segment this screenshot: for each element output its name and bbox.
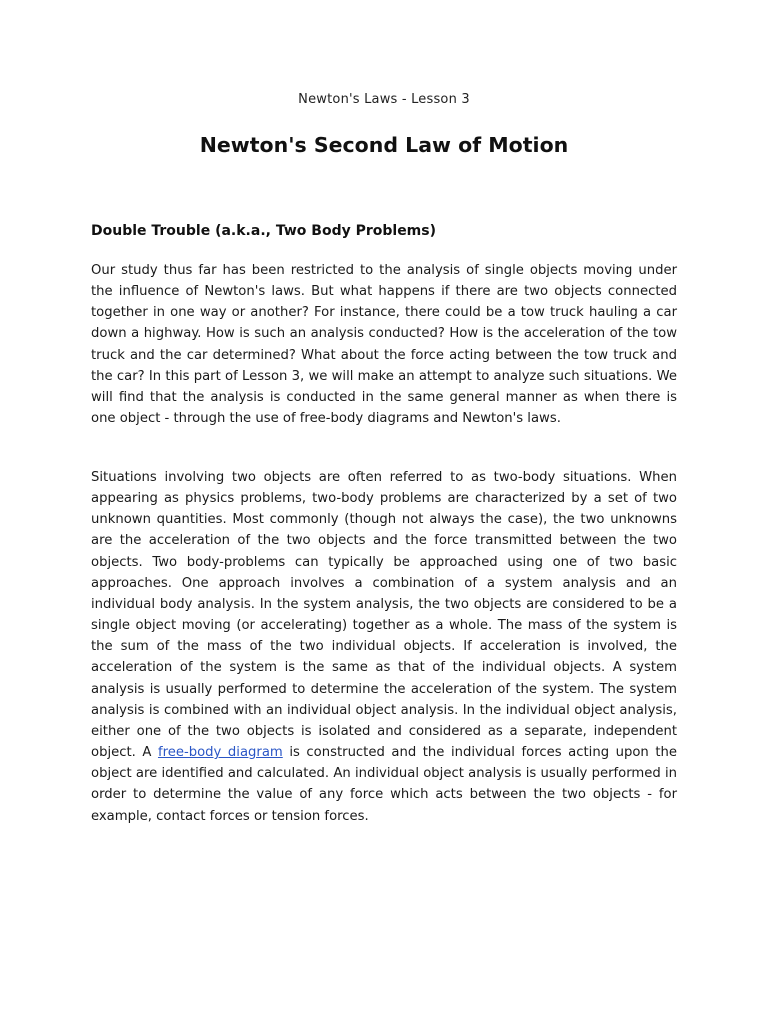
lesson-label: Newton's Laws - Lesson 3 bbox=[298, 92, 470, 107]
page-title: Newton's Second Law of Motion bbox=[199, 133, 569, 157]
section-heading: Double Trouble (a.k.a., Two Body Problems) bbox=[91, 223, 437, 239]
paragraph-two-body bbox=[91, 467, 677, 827]
paragraph-intro: Our study thus far has been restricted to the analysis of single objects moving under the influence of Newton's laws. But what happens if there are two objects connected together in one way or another? For instance, there could be a tow truck hauling a car down a highway. How is such an analysis conducted? How is the acceleration of the tow truck and the car determined? What about the force acting between the tow truck and the car? In this part of Lesson 3, we will make an attempt to analyze such situations. We will find that the analysis is conducted in the same general manner as when there is one object - through the use of free-body diagrams and Newton's laws. bbox=[91, 263, 677, 427]
free-body-diagram-link[interactable]: free-body diagram bbox=[157, 745, 283, 761]
paragraph-two-body-text-start: Situations involving two objects are often referred to as two-body situations. When appearing as physics problems, two-body problems are characterized by a set of two unknown quantities. Most commonly (though not always the case), the two unknowns are the acceleration of the two objects and the force transmitted between the two objects. Two body-problems can typically be approached using one of two basic approaches. One approach involves a combination of a system analysis and an individual body analysis. In the system analysis, the two objects are considered to be a single object moving (or accelerating) together as a whole. The mass of the system is the sum of the mass of the two individual objects. If acceleration is involved, the acceleration of the system is the same as that of the individual objects. A system analysis is usually performed to determine the acceleration of the system. The system analysis is combined with an individual object analysis. In the individual object analysis, either one of the two objects is isolated and considered as a separate, independent object. A bbox=[91, 470, 677, 761]
paragraph-two-body-text-end: is constructed and the individual forces acting upon the object are identified and calculated. An individual object analysis is usually performed in order to determine the value of any force which acts between the two objects - for example, contact forces or tension forces. bbox=[91, 745, 677, 824]
